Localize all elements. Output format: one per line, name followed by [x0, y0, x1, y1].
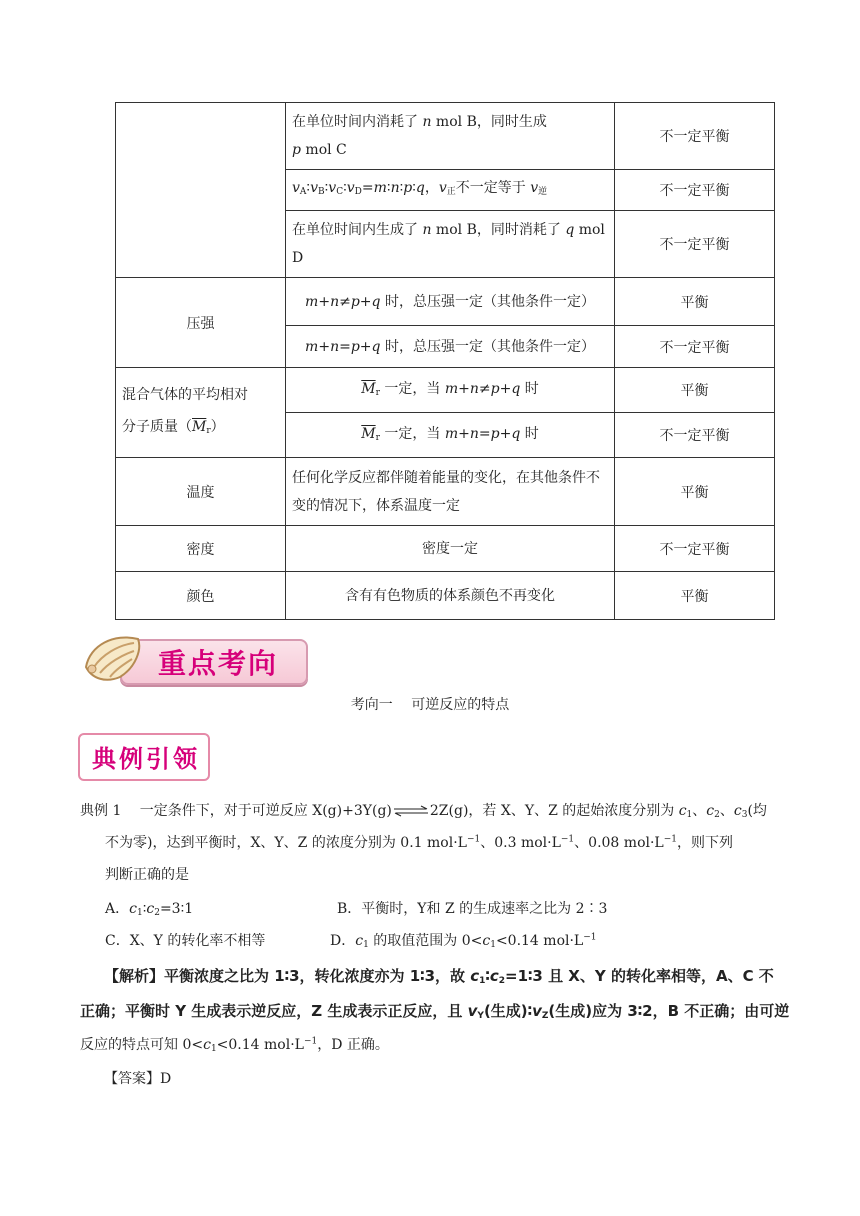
table-cell-result: 不一定平衡 [615, 326, 775, 368]
table-cell-result: 不一定平衡 [615, 413, 775, 458]
example-line-2: 不为零)，达到平衡时，X、Y、Z 的浓度分别为 0.1 $mol\cdot L^{-1}$、0.3 $mol\cdot L^{-1}$、0.08 $mol\cdot L^{-1}$，则下列 [105, 834, 734, 851]
table-cell-result: 平衡 [615, 458, 775, 526]
answer-line: 【答案】D [104, 1071, 172, 1087]
table-cell-condition: 任何化学反应都伴随着能量的变化，在其他条件不变的情况下，体系温度一定 [286, 458, 615, 526]
table-cell-condition: 含有有色物质的体系颜色不再变化 [286, 572, 615, 620]
banner-title: 典例引领 [92, 745, 200, 773]
table-cell-category-pressure: 压强 [116, 278, 286, 368]
table-cell-result: 平衡 [615, 572, 775, 620]
seashell-icon [80, 627, 150, 685]
analysis-line-3: 反应的特点可知 $0<c_1<0.14$ $mol\cdot L^{-1}$，D 正确。 [80, 1036, 389, 1054]
analysis-line-1: 【解析】平衡浓度之比为 1∶3，转化浓度亦为 1∶3，故 $c_1∶c_2=1∶3$ 且 X、Y 的转化率相等，A、C 不 [104, 967, 774, 986]
table-cell-condition: 在单位时间内生成了 n mol B，同时消耗了 q mol D [286, 211, 615, 278]
table-cell-condition: $M_r$ 一定，当 m+n=p+q 时 [286, 413, 615, 458]
example-line-3: 判断正确的是 [105, 867, 189, 883]
table-cell-result: 不一定平衡 [615, 526, 775, 572]
key-direction-banner [80, 627, 308, 689]
section-title: 考向一 可逆反应的特点 [350, 697, 510, 713]
option-d: D．$c_1$ 的取值范围为 $0<c_1<0.14$ $mol\cdot L^{-1}$ [330, 932, 597, 950]
option-b: B．平衡时，Y和 Z 的生成速率之比为 2∶3 [337, 901, 608, 917]
table-cell-condition: 在单位时间内消耗了 n mol B，同时生成 p mol C [286, 103, 615, 170]
example-line-1: 典例 1 一定条件下，对于可逆反应 X(g)+3Y(g) 2Z(g)，若 X、Y、Z 的起始浓度分别为 $c_1$、$c_2$、$c_3$(均 [80, 803, 767, 820]
table-cell-condition: $M_r$ 一定，当 m+n≠p+q 时 [286, 368, 615, 413]
table-cell-condition: 密度一定 [286, 526, 615, 572]
banner-title: 重点考向 [158, 647, 279, 680]
table-cell-condition: m+n≠p+q 时，总压强一定（其他条件一定） [286, 278, 615, 326]
table-cell-empty [116, 103, 286, 278]
table-cell-result: 平衡 [615, 278, 775, 326]
reversible-arrow-icon [393, 805, 429, 817]
equilibrium-criteria-table [115, 102, 775, 620]
table-cell-result: 不一定平衡 [615, 170, 775, 211]
option-c: C．X、Y 的转化率不相等 [105, 933, 266, 949]
example-banner [78, 733, 210, 781]
table-cell-condition: $v_A∶v_B∶v_C∶v_D=m∶n∶p∶q$，$v_正$不一定等于 $v_逆$ [286, 170, 615, 211]
table-cell-category-density: 密度 [116, 526, 286, 572]
table-cell-result: 平衡 [615, 368, 775, 413]
table-cell-result: 不一定平衡 [615, 211, 775, 278]
table-cell-result: 不一定平衡 [615, 103, 775, 170]
option-a: A．$c_1∶c_2=3∶1$ [105, 901, 194, 918]
table-cell-category-temperature: 温度 [116, 458, 286, 526]
analysis-line-2: 正确；平衡时 Y 生成表示逆反应，Z 生成表示正反应，且 $v_Y$(生成)$∶v_Z$(生成)应为 3∶2，B 不正确；由可逆 [80, 1002, 790, 1021]
table-cell-category-molar-mass: 混合气体的平均相对 分子质量$(M_r)$ [116, 368, 286, 458]
table-cell-condition: m+n=p+q 时，总压强一定（其他条件一定） [286, 326, 615, 368]
table-cell-category-color: 颜色 [116, 572, 286, 620]
